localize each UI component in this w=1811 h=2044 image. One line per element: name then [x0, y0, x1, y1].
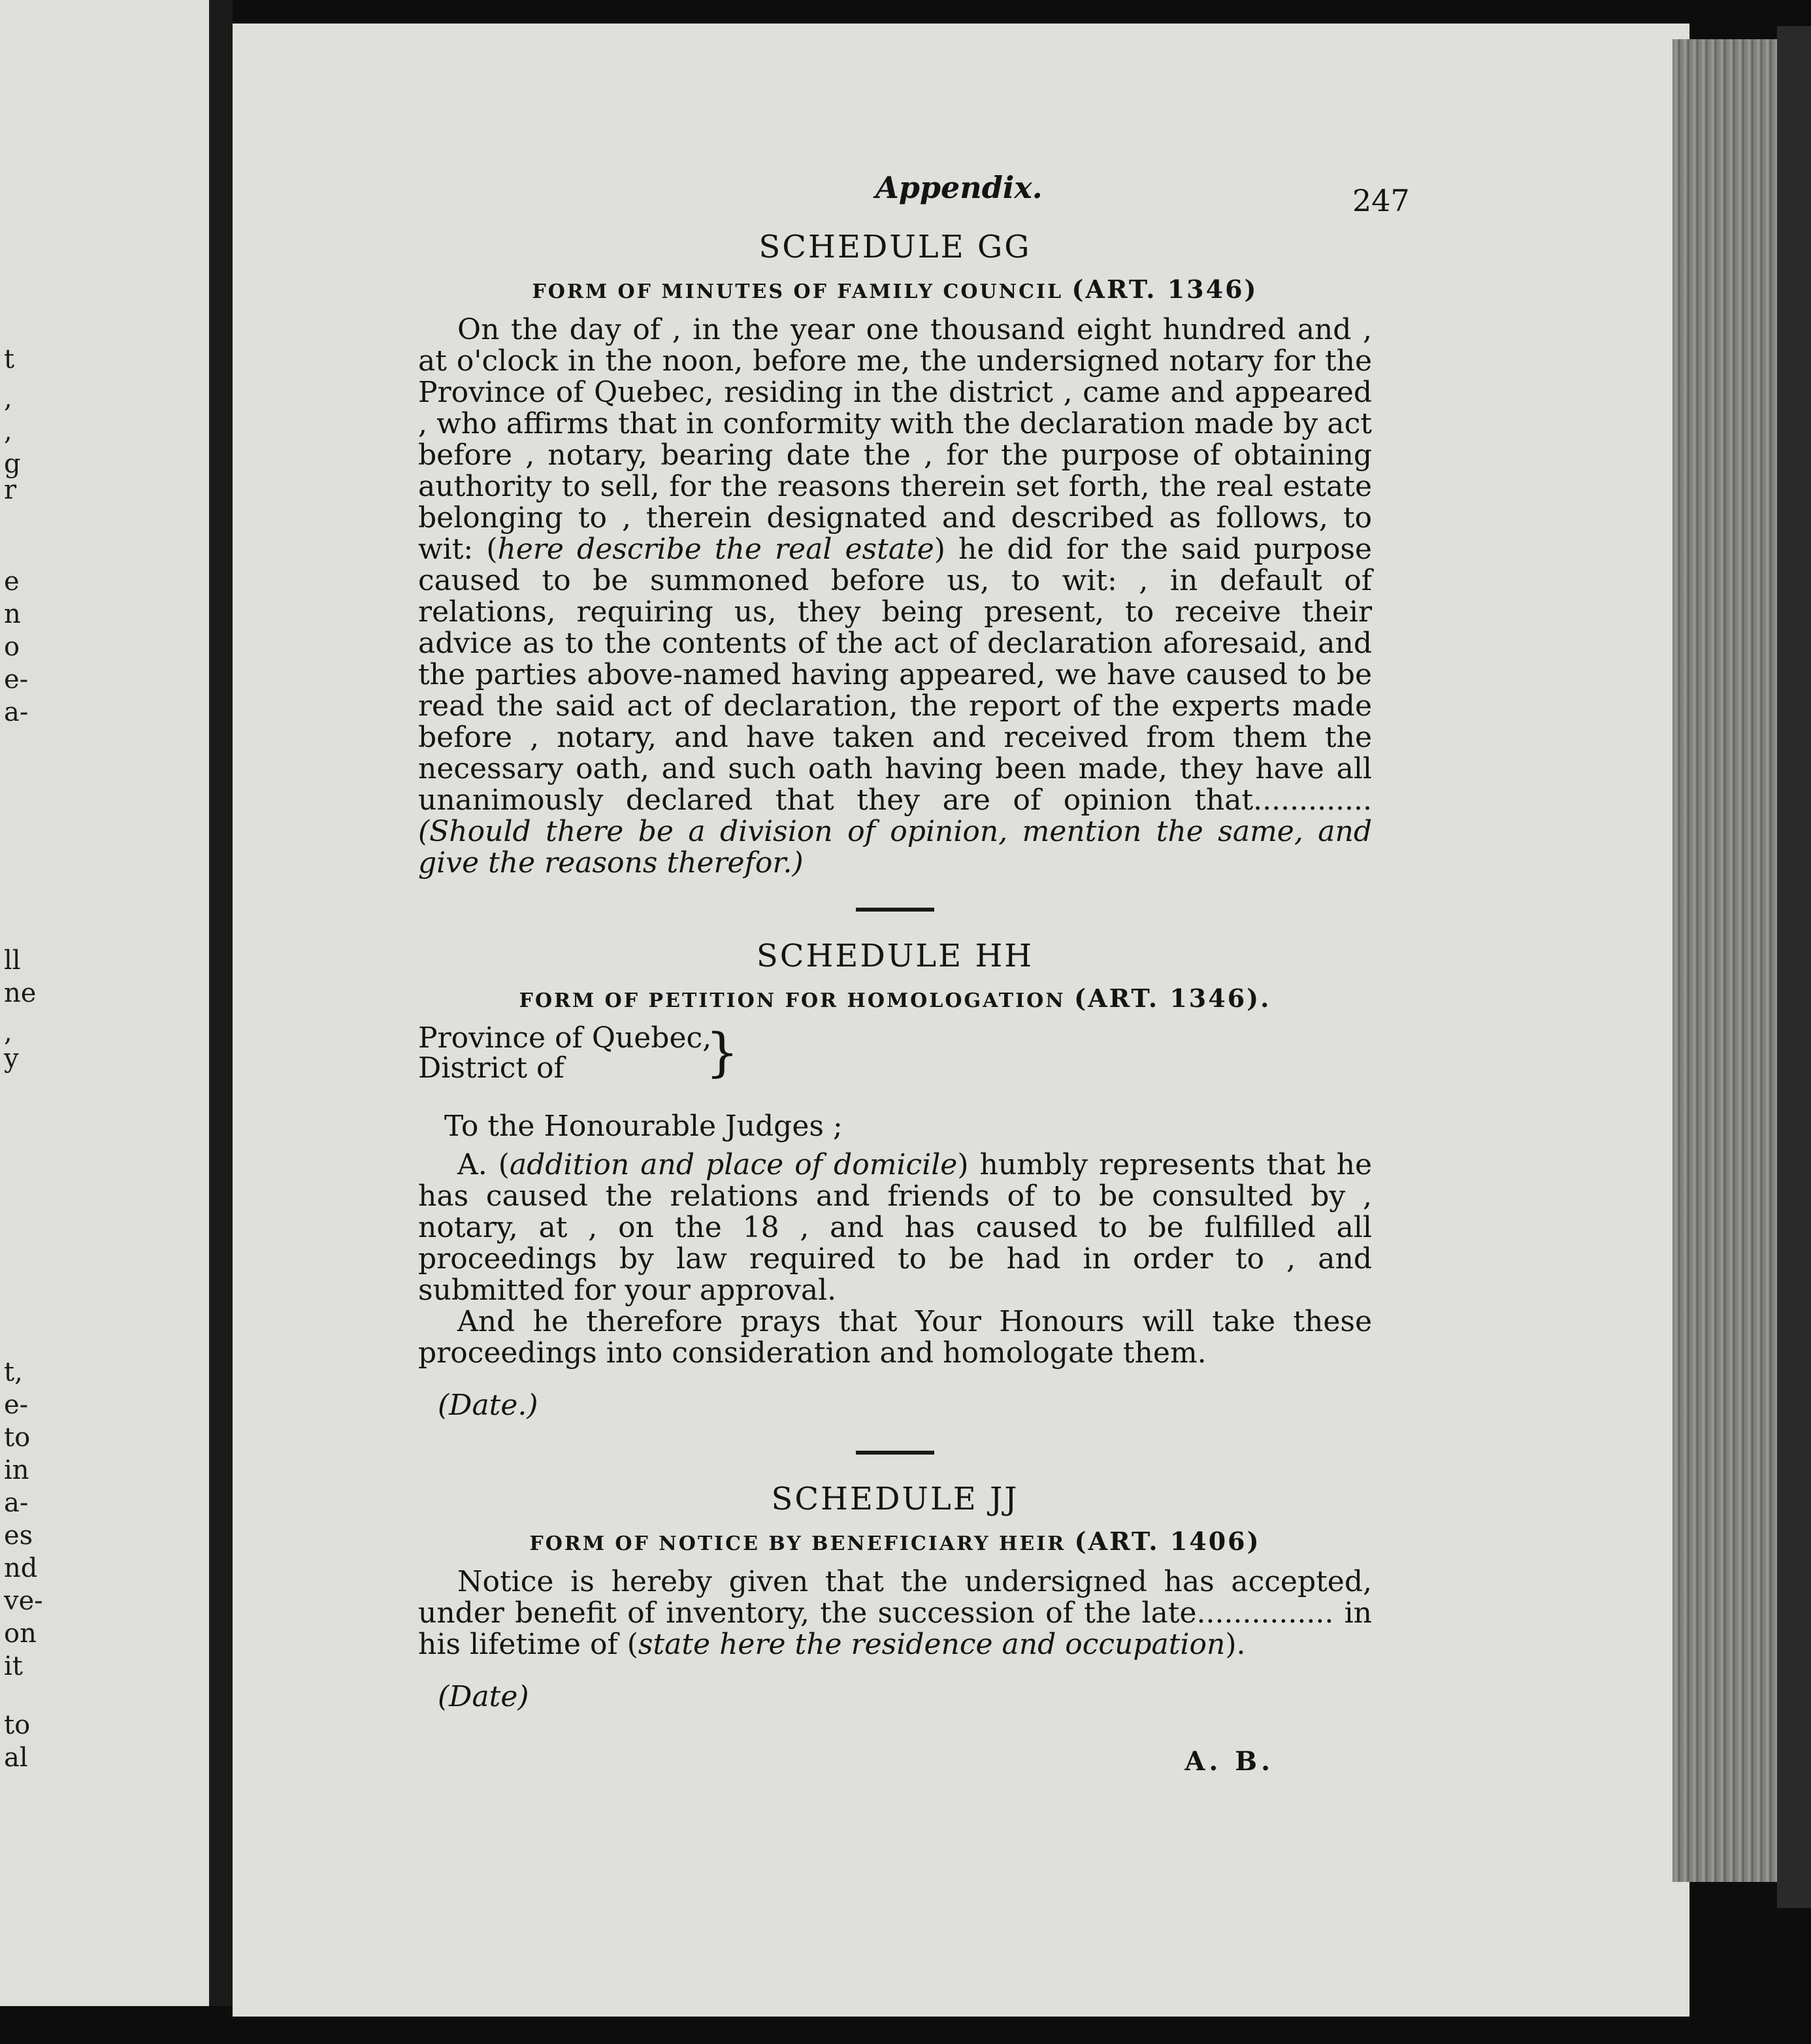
schedule-gg-body-2: ) he did for the said purpose caused to be summoned before us, to wit: , in default of relations, requiring us, they being present, to receive their advice as to the contents of the act of declaration aforesaid, and the parties above-named having appeared, we have caused to be read the said act of declaration, the report of the experts made before , notary, and have taken and received from them the necessary oath, and such oath having been made, they have all unanimously declared that they are of opinion that.............: [418, 533, 1372, 817]
address-district: District of: [418, 1051, 564, 1085]
page-edge-shadow: [1777, 26, 1811, 1908]
schedule-hh-body: [418, 1149, 1372, 1306]
section-rule: [856, 1451, 934, 1455]
schedule-jj-date: (Date): [438, 1680, 529, 1713]
address-brace: }: [706, 1022, 739, 1083]
page-number: 247: [1352, 183, 1410, 218]
left-page-fragment: e-: [4, 1390, 29, 1420]
left-page-fragment: t: [4, 344, 15, 374]
schedule-hh-body-italic: addition and place of domicile: [509, 1148, 958, 1181]
schedule-hh-body-1: ) humbly represents that he has caused the relations and friends of to be consulted by , notary, at , on the 18 , and has caused to be fulfilled all proceedings by law required to be had in order to , and submitted for your approval.: [418, 1148, 1373, 1307]
schedule-jj-body-italic: state here the residence and occupation: [638, 1628, 1226, 1661]
schedule-hh: [418, 938, 1372, 1422]
schedule-hh-article: (ART. 1346).: [1074, 983, 1271, 1013]
left-page-fragment: n: [4, 599, 21, 629]
schedule-jj-signature: A. B.: [1184, 1746, 1274, 1777]
schedule-hh-form-title: [418, 983, 1372, 1013]
schedule-hh-title: SCHEDULE HH: [756, 938, 1034, 974]
page-edges: [1672, 39, 1777, 1882]
left-page-fragment: in: [4, 1455, 29, 1485]
schedule-hh-body-2: And he therefore prays that Your Honours will take these proceedings into consideration and homologate them.: [418, 1305, 1372, 1370]
left-page-fragment: o: [4, 632, 20, 662]
schedule-jj-body-1: Notice is hereby given that the undersigned has accepted, under benefit of inventory, the succession of the late............... in his lifetime of (: [418, 1565, 1372, 1661]
schedule-jj-body: [418, 1566, 1372, 1660]
schedule-gg-article: (ART. 1346): [1071, 274, 1258, 304]
book-gutter: [209, 0, 233, 2006]
left-page-fragment: g: [4, 449, 21, 479]
schedule-gg: [418, 229, 1372, 879]
schedule-hh-addressee: To the Honourable Judges ;: [444, 1110, 843, 1143]
schedule-hh-address: [418, 1023, 1372, 1083]
left-page-fragment: es: [4, 1521, 33, 1551]
schedule-gg-title: SCHEDULE GG: [759, 229, 1032, 265]
schedule-hh-date: (Date.): [438, 1389, 538, 1422]
left-page-fragment: ,: [4, 416, 12, 446]
left-page-text-fragments: [0, 0, 209, 2006]
left-page-fragment: ,: [4, 384, 12, 414]
page-content: [418, 163, 1410, 1777]
left-page-fragment: ne: [4, 978, 37, 1008]
schedule-gg-form-name: FORM OF MINUTES OF FAMILY COUNCIL: [532, 280, 1064, 303]
schedule-hh-body-lead: A. (: [457, 1148, 510, 1181]
left-page-fragment: a-: [4, 1488, 29, 1518]
running-head-title: Appendix.: [875, 170, 1043, 205]
running-head: [418, 163, 1410, 218]
left-page-fragment: a-: [4, 697, 29, 727]
schedule-jj-title: SCHEDULE JJ: [771, 1481, 1019, 1517]
left-page-fragment: e: [4, 567, 20, 597]
left-page-fragment: to: [4, 1423, 31, 1453]
left-page-fragment: it: [4, 1651, 23, 1681]
left-page-fragment: e-: [4, 665, 29, 695]
schedule-gg-body-italic-1: here describe the real estate: [497, 533, 934, 566]
schedule-jj-article: (ART. 1406): [1074, 1526, 1261, 1556]
schedule-gg-form-title: [418, 274, 1372, 304]
schedule-jj-form-title: [418, 1526, 1372, 1556]
schedule-jj: [418, 1481, 1372, 1777]
schedule-gg-body-italic-2: (Should there be a division of opinion, mention the same, and give the reasons therefor.): [418, 815, 1372, 880]
left-page-fragment: r: [4, 475, 17, 505]
left-page-fragment: to: [4, 1710, 31, 1740]
left-page-fragment: on: [4, 1619, 37, 1649]
schedule-hh-form-name: FORM OF PETITION FOR HOMOLOGATION: [519, 989, 1066, 1012]
left-page-fragment: ve-: [4, 1586, 43, 1616]
schedule-gg-body-1: On the day of , in the year one thousand eight hundred and , at o'clock in the noon, before me, the undersigned notary for the Province of Quebec, residing in the district , came and appeared , who affirms that in conformity with the declaration made by act before , notary, bearing date the , for the purpose of obtaining authority to sell, for the reasons therein set forth, the real estate belonging to , therein designated and described as follows, to wit: (: [418, 313, 1372, 566]
left-page-fragment: t,: [4, 1357, 23, 1387]
address-province: Province of Quebec,: [418, 1021, 712, 1055]
left-page-fragment: nd: [4, 1553, 38, 1583]
left-page-fragment: ll: [4, 946, 21, 976]
schedule-jj-form-name: FORM OF NOTICE BY BENEFICIARY HEIR: [529, 1532, 1066, 1555]
left-page-fragment: al: [4, 1743, 28, 1773]
schedule-jj-body-2: ).: [1225, 1628, 1246, 1661]
section-rule: [856, 908, 934, 912]
left-page-fragment: y: [4, 1044, 19, 1074]
left-page-fragment: ,: [4, 1017, 12, 1047]
schedule-gg-body: [418, 314, 1372, 879]
schedule-hh-prayer: [418, 1306, 1372, 1369]
